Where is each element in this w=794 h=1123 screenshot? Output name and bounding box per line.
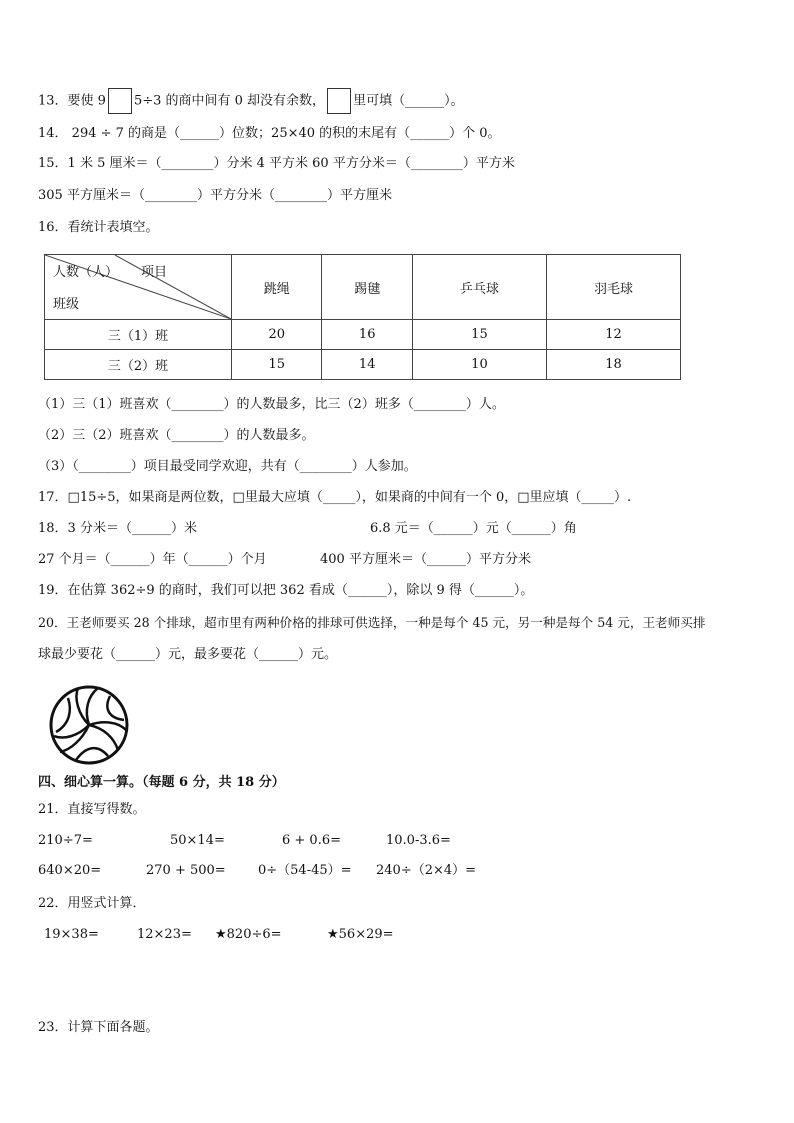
question-20a: 20．王老师要买 28 个排球，超市里有两种价格的排球可供选择，一种是每个 45 元，另一种是每个 54 元，王老师买排 [38, 615, 706, 630]
q13-mid: 5÷3 的商中间有 0 却没有余数， [133, 93, 326, 109]
row-label: 三（2）班 [45, 350, 232, 380]
column-header: 踢毽 [322, 255, 412, 320]
question-16-1: （1）三（1）班喜欢（________）的人数最多，比三（2）班多（________）人。 [38, 397, 505, 412]
question-17: 17．□15÷5，如果商是两位数，□里最大应填（_____），如果商的中间有一个 0，□里应填（_____）. [38, 490, 632, 505]
calc-item: 50×14= [170, 833, 225, 848]
question-15a: 15．1 米 5 厘米＝（________）分米 4 平方米 60 平方分米＝（________）平方米 [38, 156, 515, 171]
table-row [45, 320, 681, 350]
calc-item: 19×38= [44, 927, 99, 942]
question-20b: 球最少要花（______）元，最多要花（______）元。 [38, 647, 338, 662]
row-label: 三（1）班 [45, 320, 232, 350]
question-21: 21．直接写得数。 [38, 802, 146, 817]
table-cell: 18 [546, 350, 680, 380]
calc-item: 210÷7= [38, 833, 93, 848]
question-14: 14． 294 ÷ 7 的商是（______）位数；25×40 的积的末尾有（______）个 0。 [38, 126, 501, 141]
corner-item-label: 项目 [141, 265, 168, 280]
calc-item: 640×20= [38, 863, 102, 878]
table-cell: 16 [322, 320, 412, 350]
q22-items [44, 926, 394, 944]
question-16-3: （3）（________）项目最受同学欢迎，共有（________）人参加。 [38, 459, 417, 474]
blank-box[interactable] [108, 88, 132, 114]
calc-item: 0÷（54-45）= [258, 863, 352, 878]
column-header: 羽毛球 [546, 255, 680, 320]
table-cell: 15 [412, 320, 546, 350]
blank-box[interactable] [327, 88, 351, 114]
question-16-2: （2）三（2）班喜欢（________）的人数最多。 [38, 428, 315, 443]
q21-row-1 [38, 832, 451, 850]
question-18a-left: 18．3 分米＝（______）米 [38, 521, 197, 536]
calc-item: 6 + 0.6= [282, 833, 341, 848]
question-15b: 305 平方厘米＝（________）平方分米（________）平方厘米 [38, 188, 392, 203]
corner-class-label: 班级 [53, 297, 80, 312]
table-cell: 10 [412, 350, 546, 380]
calc-item: 12×23= [137, 927, 192, 942]
q13-suffix: 里可填（______）。 [353, 93, 464, 109]
question-23: 23．计算下面各题。 [38, 1020, 159, 1035]
table-cell: 20 [232, 320, 322, 350]
calc-item: ★56×29= [327, 927, 394, 942]
q21-row-2 [38, 862, 476, 880]
column-header: 乒乓球 [412, 255, 546, 320]
statistics-table [44, 254, 681, 380]
table-row [45, 350, 681, 380]
q13-prefix: 13．要使 9 [38, 93, 106, 109]
question-22: 22．用竖式计算． [38, 896, 146, 911]
table-cell: 15 [232, 350, 322, 380]
calc-item: 240÷（2×4）= [376, 863, 477, 878]
calc-item: 10.0-3.6= [386, 833, 451, 848]
question-18b-left: 27 个月＝（______）年（______）个月 [38, 552, 267, 567]
table-corner-header [45, 255, 232, 320]
volleyball-icon [48, 684, 130, 766]
calc-item: 270 + 500= [146, 863, 226, 878]
table-cell: 12 [546, 320, 680, 350]
column-header: 跳绳 [232, 255, 322, 320]
question-13 [38, 88, 464, 114]
question-16: 16．看统计表填空。 [38, 220, 159, 235]
question-18b-right: 400 平方厘米＝（______）平方分米 [320, 552, 531, 567]
calc-item: ★820÷6= [215, 927, 282, 942]
corner-count-label: 人数（人） [53, 265, 119, 280]
question-19: 19．在估算 362÷9 的商时，我们可以把 362 看成（______），除以 9 得（______）。 [38, 583, 534, 598]
section-4-heading: 四、细心算一算。（每题 6 分，共 18 分） [38, 775, 285, 790]
question-18a-right: 6.8 元＝（______）元（______）角 [370, 521, 577, 536]
table-cell: 14 [322, 350, 412, 380]
